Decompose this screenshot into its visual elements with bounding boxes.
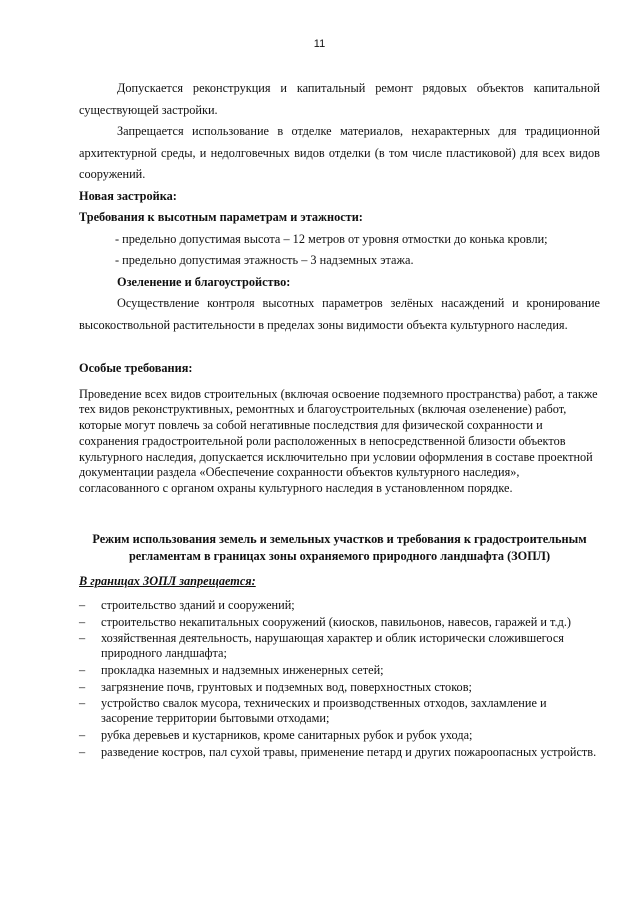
list-dash: –: [79, 631, 86, 646]
list-item: [79, 663, 600, 678]
zopl-section: [79, 531, 600, 761]
list-dash: –: [79, 598, 86, 612]
list-item: [79, 745, 600, 760]
list-dash: –: [79, 662, 86, 677]
storeys-item: - предельно допустимая этажность – 3 надземных этажа.: [115, 253, 414, 267]
special-requirements-section: [79, 358, 600, 497]
list-item-text: разведение костров, пал сухой травы, применение петард и других пожароопасных устройств.: [101, 744, 597, 759]
height-item: - предельно допустимая высота – 12 метров от уровня отмостки до конька кровли;: [115, 231, 548, 246]
list-dash: –: [79, 614, 86, 629]
list-item-text: хозяйственная деятельность, нарушающая характер и облик исторически сложившегося природного ландшафта;: [101, 631, 564, 661]
heading-special-requirements: Особые требования:: [79, 361, 193, 375]
heading-height-requirements: Требования к высотным параметрам и этажности:: [79, 210, 363, 224]
list-item: [79, 680, 600, 695]
list-item: [79, 728, 600, 743]
upper-section: [79, 78, 600, 336]
list-item-text: прокладка наземных и надземных инженерных сетей;: [101, 662, 384, 677]
list-item-text: устройство свалок мусора, технических и производственных отходов, захламление и засорение территории бытовыми отходами;: [101, 696, 547, 726]
prohibited-list: [79, 598, 600, 760]
paragraph-reconstruction: Допускается реконструкция и капитальный ремонт рядовых объектов капитальной существующей застройки.: [79, 81, 600, 117]
list-item-text: строительство зданий и сооружений;: [101, 598, 295, 612]
list-item-text: загрязнение почв, грунтовых и подземных вод, поверхностных стоков;: [101, 679, 472, 694]
list-item-text: строительство некапитальных сооружений (киосков, павильонов, навесов, гаражей и т.д.): [101, 614, 572, 629]
list-dash: –: [79, 727, 86, 742]
heading-greenery: Озеленение и благоустройство:: [117, 274, 291, 289]
list-dash: –: [79, 696, 86, 711]
heading-new-construction: Новая застройка:: [79, 188, 177, 203]
list-dash: –: [79, 679, 86, 694]
list-item: [79, 696, 600, 726]
list-item: [79, 615, 600, 630]
paragraph-finishing: Запрещается использование в отделке материалов, нехарактерных для традиционной архитектурной среды, и недолговечных видов отделки (в том числе пластиковой) для всех видов сооружений.: [79, 124, 600, 181]
list-item-text: рубка деревьев и кустарников, кроме санитарных рубок и рубок ухода;: [101, 727, 473, 742]
list-dash: –: [79, 744, 86, 759]
page-number: 11: [313, 38, 326, 50]
list-item: [79, 631, 600, 661]
paragraph-special-requirements: Проведение всех видов строительных (включая освоение подземного пространства) работ, а также тех видов реконструктивных, ремонтных и благоустроительных (включая озеленение) работ, которые могут повлечь за собой негативные последствия для физической сохранности и сохранения градостроительной роли расположенных в непосредственной близости объектов культурного наследия, допускается исключительно при условии оформления в составе проектной документации раздела «Обеспечение сохранности объектов культурного наследия», согласованного с органом охраны культурного наследия в установленном порядке.: [79, 386, 598, 496]
prohibited-heading: В границах ЗОПЛ запрещается:: [79, 574, 256, 588]
section-title: Режим использования земель и земельных участков и требования к градостроительным регламентам в границах зоны охраняемого природного ландшафта (ЗОПЛ): [92, 532, 587, 563]
list-item: [79, 598, 600, 613]
paragraph-greenery: Осуществление контроля высотных параметров зелёных насаждений и кронирование высокоствольной растительности в пределах зоны видимости объекта культурного наследия.: [79, 296, 600, 332]
